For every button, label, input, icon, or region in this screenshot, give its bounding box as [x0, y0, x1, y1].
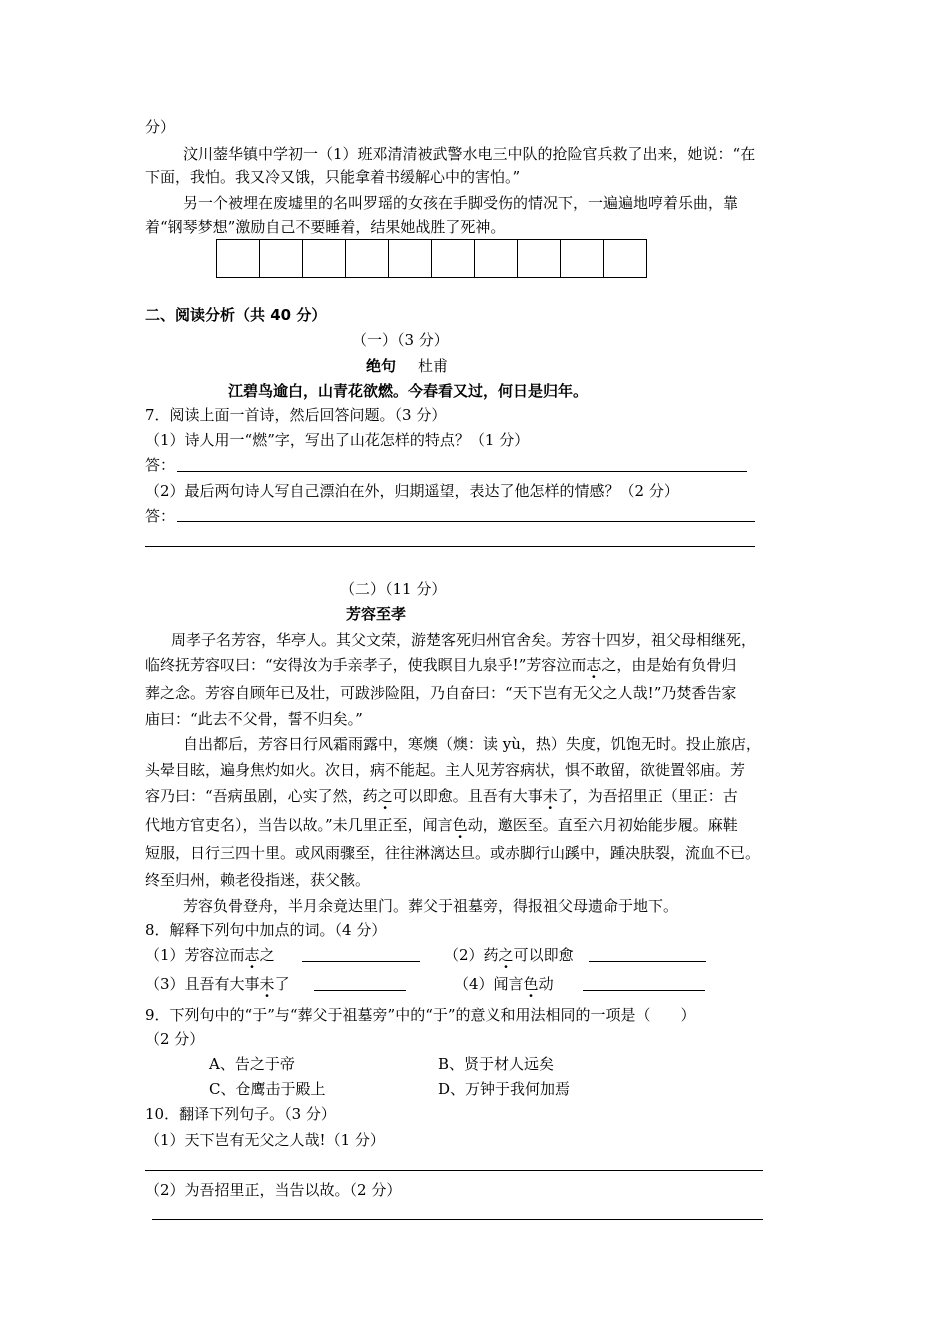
q10-stem: 10．翻译下列句子。（3 分）	[145, 1105, 336, 1123]
passage-p2-line-1: 自出都后，芳容日行风霜雨露中，寒燠（燠：读 yù，热）失度，饥饱无时。投止旅店，	[183, 735, 761, 753]
q10-answer-line-2[interactable]	[152, 1219, 763, 1220]
q8-stem: 8．解释下列句中加点的词。（4 分）	[145, 921, 387, 939]
passage-p1-line-2: 临终抚芳容叹曰：“安得汝为手亲孝子，使我瞑目九泉乎!”芳容泣而志之，由是始有负骨归	[145, 656, 737, 674]
grid-cell[interactable]	[604, 240, 646, 277]
q8-item-3: （3）且吾有大事未了	[145, 975, 290, 993]
grid-cell[interactable]	[217, 240, 260, 277]
grid-cell[interactable]	[303, 240, 346, 277]
q9-option-d[interactable]: D、万钟于我何加焉	[438, 1080, 571, 1098]
q7-answer-line-1[interactable]	[177, 471, 747, 472]
passage-p2-line-4: 代地方官吏名），当告以故。”未几里正至，闻言色动，邀医至。直至六月初始能步履。麻鞋	[145, 816, 738, 834]
q7-sub-1: （1）诗人用一“燃”字，写出了山花怎样的特点？（1 分）	[145, 431, 530, 449]
grid-cell[interactable]	[561, 240, 604, 277]
passage-part-label: （二）（11 分）	[340, 580, 447, 598]
passage-p1-line-3: 葬之念。芳容自顾年已及壮，可跋涉险阻，乃自奋曰：“天下岂有无父之人哉!”乃焚香告家	[145, 684, 737, 702]
q8-answer-line-4[interactable]	[583, 990, 705, 991]
q6-tail: 分）	[145, 118, 176, 136]
passage-p1-line-1: 周孝子名芳容，华亭人。其父文荣，游楚客死归州官舍矣。芳容十四岁，祖父母相继死，	[171, 631, 757, 649]
poem-text: 江碧鸟逾白，山青花欲燃。今春看又过，何日是归年。	[228, 382, 589, 400]
q7-sub-2: （2）最后两句诗人写自己漂泊在外，归期遥望，表达了他怎样的情感？（2 分）	[145, 482, 679, 500]
q7-stem: 7．阅读上面一首诗，然后回答问题。（3 分）	[145, 406, 447, 424]
q9-option-c[interactable]: C、仓鹰击于殿上	[209, 1080, 326, 1098]
poem-title: 绝句	[366, 357, 397, 375]
q9-option-b[interactable]: B、贤于材人远矣	[438, 1055, 555, 1073]
poem-title-line	[366, 356, 448, 376]
passage-p1-line-4: 庙曰：“此去不父骨，誓不归矣。”	[145, 710, 363, 728]
q6-paragraph-2-line-2: 着“钢琴梦想”激励自己不要睡着，结果她战胜了死神。	[145, 218, 506, 236]
q8-answer-line-3[interactable]	[314, 990, 406, 991]
q9-score: （2 分）	[145, 1030, 205, 1048]
poem-part-label: （一）（3 分）	[352, 331, 449, 349]
passage-p3: 芳容负骨登舟，半月余竟达里门。葬父于祖墓旁，得报祖父母遗命于地下。	[183, 897, 679, 915]
grid-cell[interactable]	[389, 240, 432, 277]
q8-item-1: （1）芳容泣而志之	[145, 946, 275, 964]
grid-cell[interactable]	[518, 240, 561, 277]
q10-sub-2: （2）为吾招里正，当告以故。（2 分）	[145, 1181, 402, 1199]
q7-answer-label-2: 答：	[145, 507, 176, 525]
writing-grid[interactable]	[216, 239, 647, 278]
q8-answer-line-2[interactable]	[589, 961, 706, 962]
passage-p2-line-3: 容乃曰：“吾病虽剧，心实了然，药之可以即愈。且吾有大事未了，为吾招里正（里正：古	[145, 787, 738, 805]
q6-paragraph-1-line-1: 汶川蓥华镇中学初一（1）班邓清清被武警水电三中队的抢险官兵救了出来，她说：“在	[183, 145, 756, 163]
section-title: 二、阅读分析（共 40 分）	[145, 306, 327, 324]
q8-item-4: （4）闻言色动	[454, 975, 554, 993]
q10-answer-line-1[interactable]	[145, 1170, 763, 1171]
passage-p2-line-5: 短服，日行三四十里。或风雨骤至，往往淋漓达旦。或赤脚行山蹊中，踵决肤裂，流血不已。	[145, 844, 761, 862]
poem-author: 杜甫	[418, 357, 449, 375]
q7-answer-line-2[interactable]	[177, 521, 755, 522]
q9-stem: 9．下列句中的“于”与“葬父于祖墓旁”中的“于”的意义和用法相同的一项是（ ）	[145, 1006, 696, 1024]
q7-answer-line-3[interactable]	[145, 546, 755, 547]
q6-paragraph-2-line-1: 另一个被埋在废墟里的名叫罗瑶的女孩在手脚受伤的情况下，一遍遍地哼着乐曲，靠	[183, 194, 739, 212]
q6-paragraph-1-line-2: 下面，我怕。我又冷又饿，只能拿着书缓解心中的害怕。”	[145, 168, 521, 186]
grid-cell[interactable]	[432, 240, 475, 277]
passage-p2-line-6: 终至归州，赖老役指迷，获父骸。	[145, 871, 371, 889]
q9-option-a[interactable]: A、告之于帝	[209, 1055, 295, 1073]
passage-title: 芳容至孝	[346, 605, 407, 623]
q8-answer-line-1[interactable]	[302, 961, 420, 962]
q10-sub-1: （1）天下岂有无父之人哉!（1 分）	[145, 1131, 385, 1149]
grid-cell[interactable]	[346, 240, 389, 277]
q7-answer-label-1: 答：	[145, 456, 176, 474]
passage-p2-line-2: 头晕目眩，遍身焦灼如火。次日，病不能起。主人见芳容病状，惧不敢留，欲徙置邻庙。芳	[145, 761, 746, 779]
grid-cell[interactable]	[475, 240, 518, 277]
q8-item-2: （2）药之可以即愈	[444, 946, 574, 964]
grid-cell[interactable]	[260, 240, 303, 277]
